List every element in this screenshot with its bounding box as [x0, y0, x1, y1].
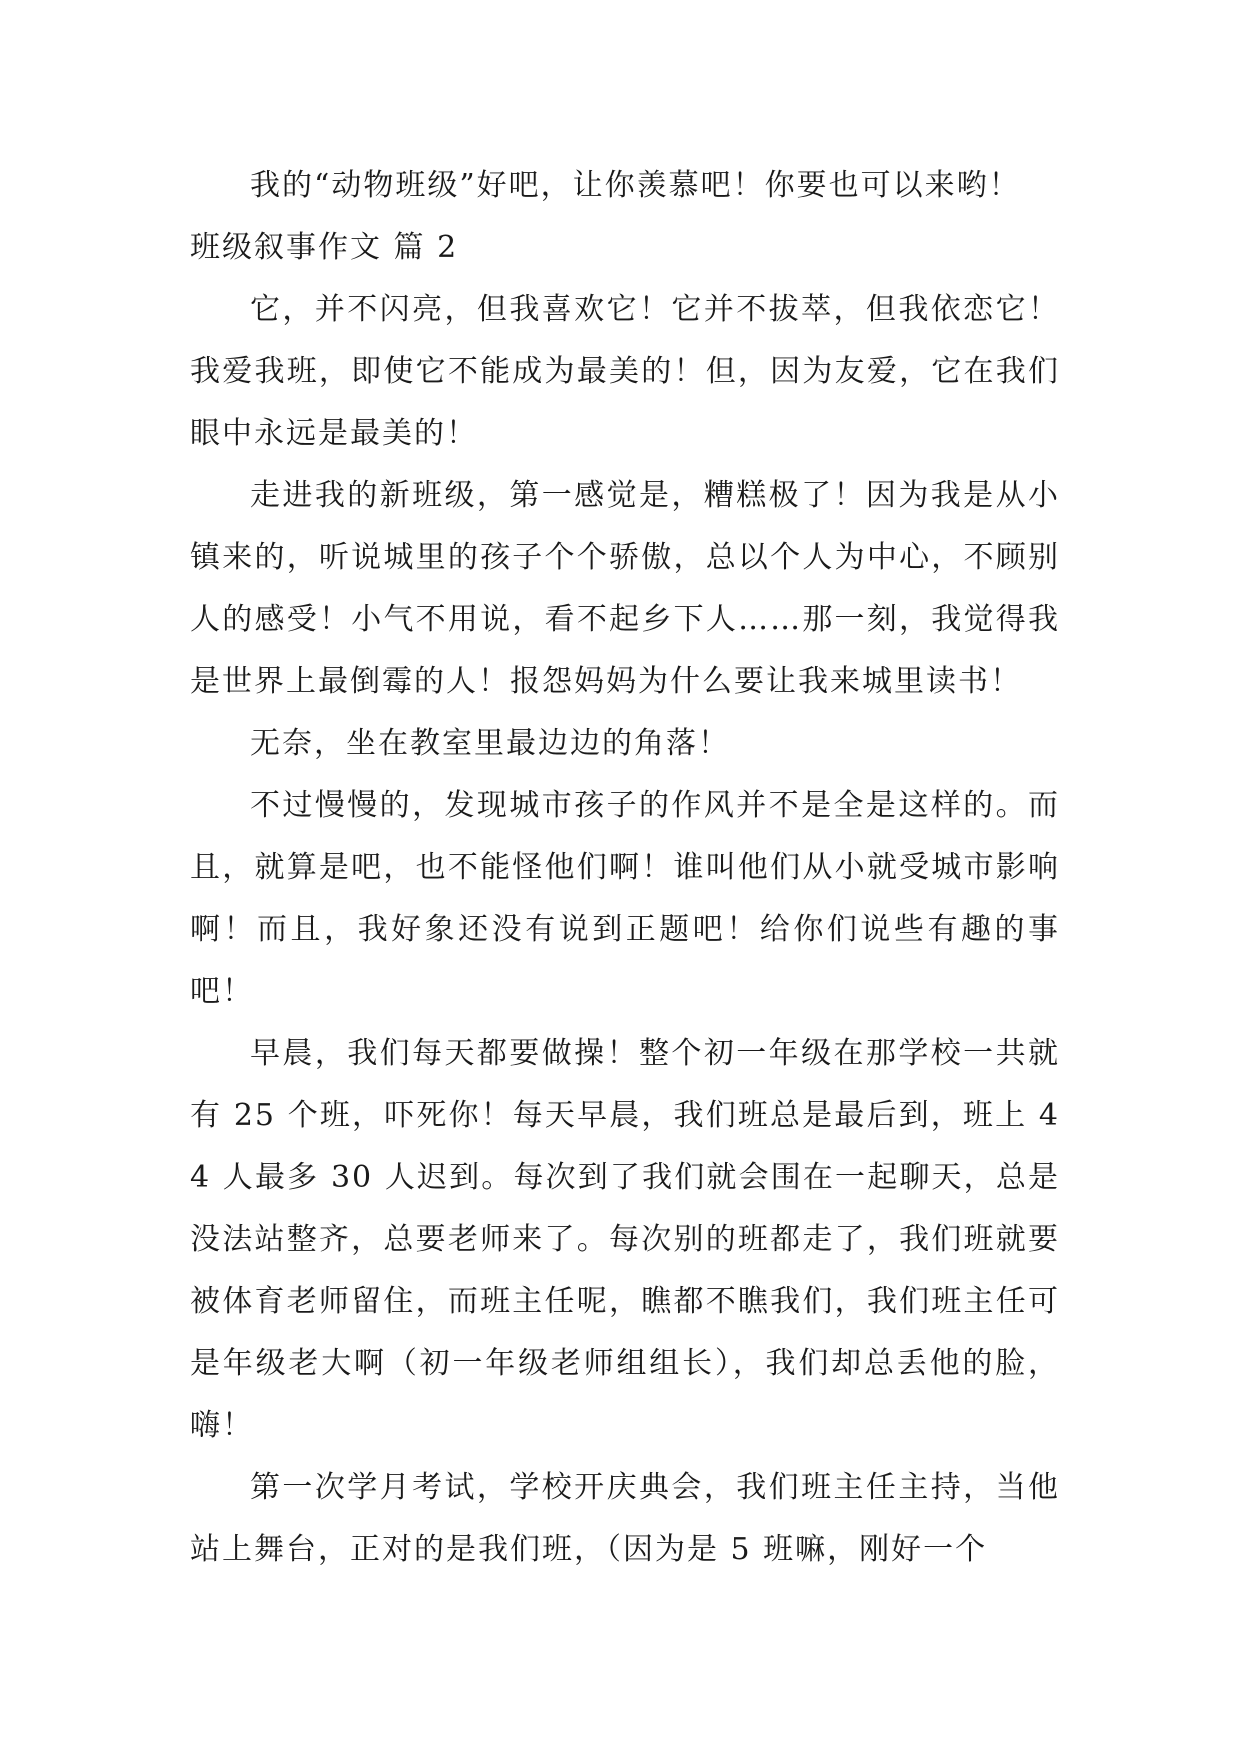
- paragraph: 它，并不闪亮，但我喜欢它！它并不拔萃，但我依恋它！我爱我班，即使它不能成为最美的！但，因为友爱，它在我们眼中永远是最美的！: [190, 292, 1060, 451]
- paragraph: 第一次学月考试，学校开庆典会，我们班主任主持，当他站上舞台，正对的是我们班，（因为是 5 班嘛，刚好一个: [190, 1470, 1060, 1567]
- paragraph: 无奈，坐在教室里最边边的角落！: [250, 726, 730, 761]
- paragraph-intro-closing: 我的“动物班级”好吧，让你羡慕吧！你要也可以来哟！: [250, 168, 1021, 203]
- paragraph: 走进我的新班级，第一感觉是，糟糕极了！因为我是从小镇来的，听说城里的孩子个个骄傲，总以个人为中心，不顾别人的感受！小气不用说，看不起乡下人……那一刻，我觉得我是世界上最倒霉的人！报怨妈妈为什么要让我来城里读书！: [190, 478, 1060, 699]
- document-body: [190, 155, 1060, 1581]
- paragraph: 早晨，我们每天都要做操！整个初一年级在那学校一共就有 25 个班，吓死你！每天早晨，我们班总是最后到，班上 44 人最多 30 人迟到。每次到了我们就会围在一起聊天，总是没法站整齐，总要老师来了。每次别的班都走了，我们班就要被体育老师留住，而班主任呢，瞧都不瞧我们，我们班主任可是年级老大啊（初一年级老师组组长），我们却总丢他的脸，嗨！: [190, 1036, 1060, 1443]
- paragraph: 不过慢慢的，发现城市孩子的作风并不是全是这样的。而且，就算是吧，也不能怪他们啊！谁叫他们从小就受城市影响啊！而且，我好象还没有说到正题吧！给你们说些有趣的事吧！: [190, 788, 1060, 1009]
- essay-title: 班级叙事作文 篇 2: [190, 230, 459, 265]
